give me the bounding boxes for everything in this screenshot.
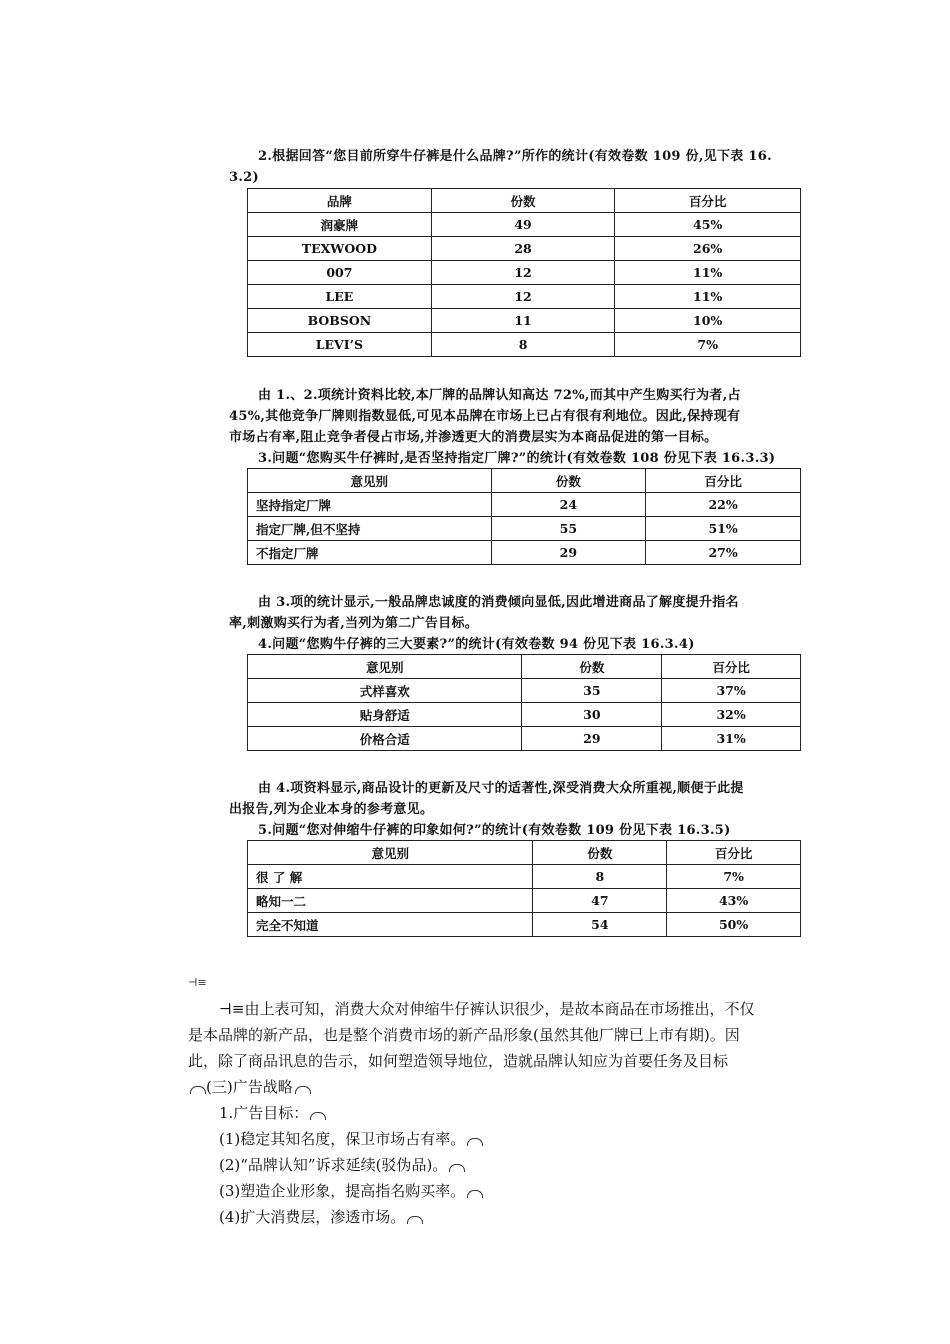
header-percent: 百分比 (667, 841, 801, 865)
header-percent: 百分比 (646, 469, 801, 493)
paragraph-return-icon (407, 1216, 423, 1224)
header-count: 份数 (522, 655, 662, 679)
cell-count: 29 (522, 727, 662, 751)
cell-opinion: 坚持指定厂牌 (248, 493, 492, 517)
analysis-paragraph-3 (229, 778, 829, 841)
analysis2-line1: 由 3.项的统计显示,一般品牌忠诚度的消费倾向显低,因此增进商品了解度提升指名 (258, 595, 739, 610)
table-row (248, 261, 801, 285)
section3-heading: 3.问题“您购买牛仔裤时,是否坚持指定厂牌?”的统计(有效卷数 108 份见下表 16.3.3) (258, 451, 776, 466)
cell-count: 8 (431, 333, 615, 357)
cell-brand: 润豪牌 (248, 213, 432, 237)
table-row (248, 333, 801, 357)
cell-percent: 26% (615, 237, 801, 261)
table-row (248, 517, 801, 541)
section5-heading: 5.问题“您对伸缩牛仔裤的印象如何?”的统计(有效卷数 109 份见下表 16.3.5) (258, 823, 731, 838)
body-para1-line2: 是本品牌的新产品，也是整个消费市场的新产品形象(虽然其他厂牌已上市有期)。因 (188, 1026, 740, 1044)
cell-count: 24 (491, 493, 646, 517)
header-count: 份数 (491, 469, 646, 493)
header-percent: 百分比 (615, 189, 801, 213)
header-opinion: 意见别 (248, 469, 492, 493)
analysis3-line2: 出报告,列为企业本身的参考意见。 (229, 802, 434, 817)
cell-percent: 7% (667, 865, 801, 889)
table-row (248, 913, 801, 937)
cell-opinion: 略知一二 (248, 889, 533, 913)
cell-percent: 43% (667, 889, 801, 913)
impression-table (247, 840, 801, 937)
cell-brand: LEVI’S (248, 333, 432, 357)
cell-opinion: 贴身舒适 (248, 703, 522, 727)
cell-count: 47 (533, 889, 667, 913)
cell-percent: 31% (662, 727, 801, 751)
ad-goal-item: (2)“品牌认知”诉求延续(驳伪品)。 (219, 1156, 448, 1174)
header-count: 份数 (533, 841, 667, 865)
cell-percent: 11% (615, 261, 801, 285)
cell-count: 12 (431, 261, 615, 285)
section2-heading-line1: 2.根据回答“您目前所穿牛仔裤是什么品牌?”所作的统计(有效卷数 109 份,见下表 16. (258, 149, 772, 164)
table-row (248, 679, 801, 703)
ad-goal-item: (1)稳定其知名度，保卫市场占有率。 (219, 1130, 466, 1148)
analysis1-line3: 市场占有率,阻止竞争者侵占市场,并渗透更大的消费层实为本商品促进的第一目标。 (229, 430, 718, 445)
cell-percent: 7% (615, 333, 801, 357)
cell-percent: 22% (646, 493, 801, 517)
cell-count: 29 (491, 541, 646, 565)
cell-percent: 10% (615, 309, 801, 333)
cell-count: 35 (522, 679, 662, 703)
table-row (248, 541, 801, 565)
cell-percent: 45% (615, 213, 801, 237)
cell-brand: LEE (248, 285, 432, 309)
header-opinion: 意见别 (248, 841, 533, 865)
paragraph-return-icon (467, 1138, 483, 1146)
table-header-row (248, 469, 801, 493)
table-row (248, 285, 801, 309)
section4-heading: 4.问题“您购牛仔裤的三大要素?”的统计(有效卷数 94 份见下表 16.3.4) (258, 637, 695, 652)
analysis2-line2: 率,刺激购买行为者,当列为第二广告目标。 (229, 616, 479, 631)
cell-percent: 11% (615, 285, 801, 309)
cell-opinion: 完全不知道 (248, 913, 533, 937)
table-header-row (248, 655, 801, 679)
analysis3-line1: 由 4.项资料显示,商品设计的更新及尺寸的适著性,深受消费大众所重视,顺便于此提 (258, 781, 744, 796)
header-count: 份数 (431, 189, 615, 213)
header-brand: 品牌 (248, 189, 432, 213)
cell-percent: 50% (667, 913, 801, 937)
table-row (248, 309, 801, 333)
analysis-paragraph-1 (229, 385, 829, 469)
header-opinion: 意见别 (248, 655, 522, 679)
cell-count: 28 (431, 237, 615, 261)
table-header-row (248, 841, 801, 865)
cell-percent: 27% (646, 541, 801, 565)
ad-goal-item: (3)塑造企业形象，提高指名购买率。 (219, 1182, 466, 1200)
cell-percent: 37% (662, 679, 801, 703)
cell-count: 12 (431, 285, 615, 309)
table-row (248, 237, 801, 261)
cell-brand: BOBSON (248, 309, 432, 333)
table-row (248, 865, 801, 889)
table-header-row (248, 189, 801, 213)
table-row (248, 727, 801, 751)
cell-brand: TEXWOOD (248, 237, 432, 261)
table-row (248, 703, 801, 727)
cell-count: 49 (431, 213, 615, 237)
table-row (248, 213, 801, 237)
table-row (248, 889, 801, 913)
factors-table (247, 654, 801, 751)
ad-goal-title: 1.广告目标： (219, 1104, 309, 1122)
cell-opinion: 不指定厂牌 (248, 541, 492, 565)
paragraph-return-icon (190, 1086, 206, 1094)
body-text (188, 996, 828, 1230)
table-row (248, 493, 801, 517)
cell-brand: 007 (248, 261, 432, 285)
paragraph-return-icon (467, 1190, 483, 1198)
body-para1-line1: ⊣≡由上表可知，消费大众对伸缩牛仔裤认识很少，是故本商品在市场推出，不仅 (219, 1000, 755, 1018)
cell-percent: 51% (646, 517, 801, 541)
cell-opinion: 很 了 解 (248, 865, 533, 889)
brand-table (247, 188, 801, 357)
cell-opinion: 指定厂牌,但不坚持 (248, 517, 492, 541)
cell-count: 54 (533, 913, 667, 937)
section2-heading-line2: 3.2) (229, 170, 259, 185)
paragraph-marker: ⊣≡ (188, 976, 207, 989)
cell-count: 30 (522, 703, 662, 727)
cell-opinion: 式样喜欢 (248, 679, 522, 703)
analysis1-line1: 由 1.、2.项统计资料比较,本厂牌的品牌认知高达 72%,而其中产生购买行为者,占 (258, 388, 741, 403)
loyalty-table (247, 468, 801, 565)
header-percent: 百分比 (662, 655, 801, 679)
cell-count: 55 (491, 517, 646, 541)
body-para1-line3: 此，除了商品讯息的告示，如何塑造领导地位，造就品牌认知应为首要任务及目标 (188, 1052, 729, 1070)
paragraph-return-icon (310, 1112, 326, 1120)
analysis-paragraph-2 (229, 592, 829, 655)
analysis1-line2: 45%,其他竞争厂牌则指数显低,可见本品牌在市场上已占有很有利地位。因此,保持现有 (229, 409, 741, 424)
body-para1-line4: (三)广告战略 (206, 1078, 293, 1096)
cell-percent: 32% (662, 703, 801, 727)
paragraph-return-icon (295, 1086, 311, 1094)
paragraph-return-icon (449, 1164, 465, 1172)
cell-opinion: 价格合适 (248, 727, 522, 751)
ad-goal-item: (4)扩大消费层，渗透市场。 (219, 1208, 406, 1226)
cell-count: 8 (533, 865, 667, 889)
cell-count: 11 (431, 309, 615, 333)
